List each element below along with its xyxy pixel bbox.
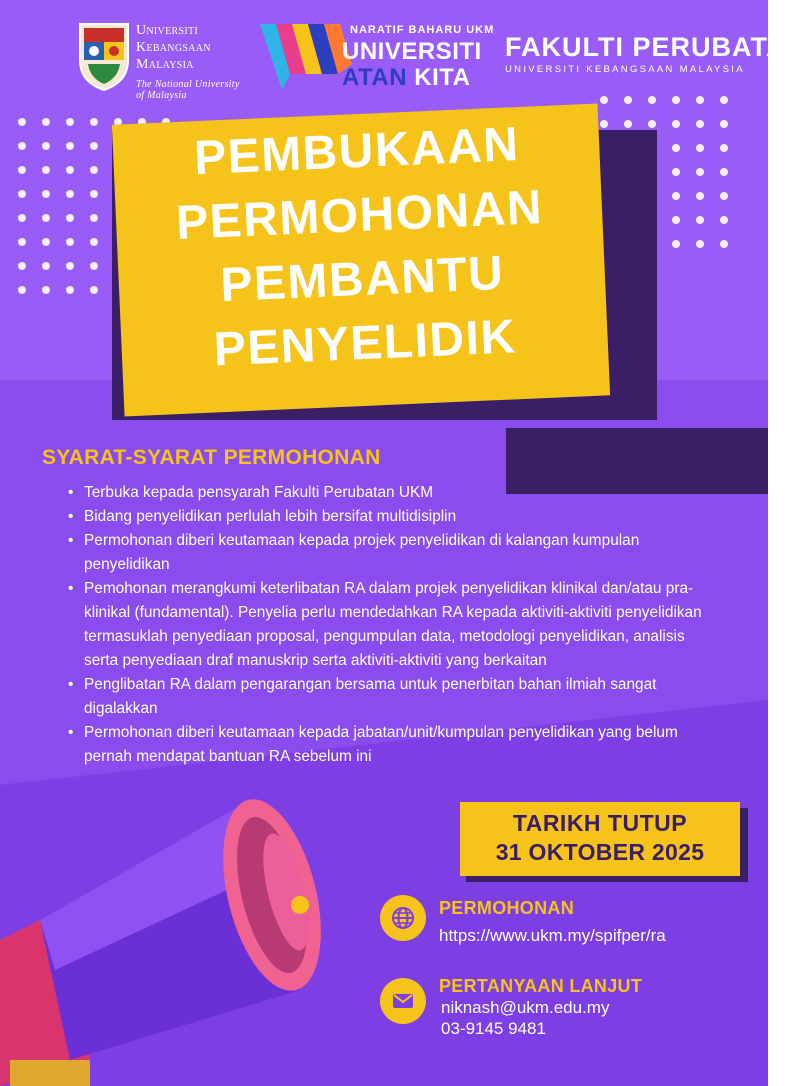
requirements-list (68, 481, 718, 769)
dot (18, 262, 26, 270)
list-item: • Bidang penyelidikan perlulah lebih bersifat multidisiplin (68, 505, 718, 529)
uwk-line-1: UNIVERSITI (342, 38, 482, 65)
dot (720, 96, 728, 104)
list-item: • Terbuka kepada pensyarah Fakulti Perubatan UKM (68, 481, 718, 505)
title-line-2: PERMOHONAN (175, 181, 545, 251)
w-mark-icon (260, 24, 352, 90)
dot (696, 240, 704, 248)
dot (648, 96, 656, 104)
dot (90, 190, 98, 198)
dot (18, 286, 26, 294)
ukm-logo (78, 18, 248, 101)
fp-name: FAKULTI PERUBATAN (505, 32, 807, 62)
dot (66, 166, 74, 174)
ukm-name (136, 22, 246, 101)
apply-link[interactable]: https://www.ukm.my/spifper/ra (439, 926, 666, 945)
dot (624, 120, 632, 128)
mail-icon (380, 978, 426, 1024)
dot (696, 120, 704, 128)
dot (648, 120, 656, 128)
mail-glyph (391, 989, 415, 1013)
dot (66, 238, 74, 246)
megaphone-icon (0, 760, 360, 1086)
uwk-line-2 (342, 64, 470, 92)
dot (66, 118, 74, 126)
ukm-crest-icon (78, 20, 130, 92)
dot (42, 166, 50, 174)
dot (90, 262, 98, 270)
dot (18, 142, 26, 150)
dot (18, 166, 26, 174)
dot (66, 286, 74, 294)
ukm-tagline: The National University of Malaysia (136, 79, 240, 101)
email-link[interactable]: niknash@ukm.edu.my (441, 998, 610, 1017)
dot (696, 192, 704, 200)
globe-icon (380, 895, 426, 941)
list-item: • Permohonan diberi keutamaan kepada projek penyelidikan di kalangan kumpulan penyelidikan (68, 529, 718, 577)
universiti-watan-kita-logo (260, 20, 495, 98)
inquiry-label: PERTANYAAN LANJUT (439, 976, 643, 996)
dot (672, 144, 680, 152)
ukm-name-line-1: Universiti (136, 23, 198, 38)
ukm-name-line-2: Kebangsaan (136, 40, 211, 55)
dot (696, 216, 704, 224)
dot (720, 216, 728, 224)
dot (42, 118, 50, 126)
main-title (113, 110, 610, 387)
dot (18, 190, 26, 198)
uwk-line-2b: KITA (414, 64, 471, 91)
dot (42, 214, 50, 222)
globe-glyph (391, 906, 415, 930)
dot (696, 168, 704, 176)
dot (672, 120, 680, 128)
deadline-date: 31 OKTOBER 2025 (495, 839, 705, 865)
dot (90, 118, 98, 126)
dot (672, 240, 680, 248)
title-line-4: PENYELIDIK (212, 310, 518, 377)
dot (90, 286, 98, 294)
dot (720, 240, 728, 248)
dot (90, 238, 98, 246)
dot (720, 120, 728, 128)
list-item: • Permohonan diberi keutamaan kepada jabatan/unit/kumpulan penyelidikan yang belum pernah mendapat bantuan RA sebelum ini (68, 721, 718, 769)
dot (672, 192, 680, 200)
dot (90, 214, 98, 222)
uwk-tagline: NARATIF BAHARU UKM (350, 24, 495, 36)
dot (66, 190, 74, 198)
list-item: • Penglibatan RA dalam pengarangan bersama untuk penerbitan bahan ilmiah sangat digalakkan (68, 673, 718, 721)
deadline-label: TARIKH TUTUP (512, 810, 688, 836)
dot (42, 238, 50, 246)
title-line-3: PEMBANTU (219, 246, 506, 313)
dot (696, 96, 704, 104)
dot (42, 142, 50, 150)
dot (42, 262, 50, 270)
dot (42, 190, 50, 198)
dot (18, 214, 26, 222)
dot (600, 96, 608, 104)
dot (672, 96, 680, 104)
phone-number[interactable]: 03-9145 9481 (441, 1019, 546, 1038)
dot (672, 216, 680, 224)
dot (600, 120, 608, 128)
dot (720, 168, 728, 176)
ukm-name-line-3: Malaysia (136, 57, 194, 72)
dot (90, 142, 98, 150)
dot (672, 168, 680, 176)
uwk-line-2a: ATAN (342, 64, 408, 91)
requirements-heading: SYARAT-SYARAT PERMOHONAN (42, 446, 381, 469)
apply-label: PERMOHONAN (439, 898, 575, 918)
dot (66, 142, 74, 150)
deadline-box (460, 802, 740, 876)
dot (720, 192, 728, 200)
dot (18, 118, 26, 126)
fakulti-perubatan-logo (505, 32, 807, 82)
dot (90, 166, 98, 174)
dot (18, 238, 26, 246)
dot (42, 286, 50, 294)
list-item: • Pemohonan merangkumi keterlibatan RA dalam projek penyelidikan klinikal dan/atau pra-klinikal (fundamental). Penyelia perlu mendedahkan RA kepada aktiviti-aktiviti penyelidikan termasuklah penyediaan proposal, pengumpulan data, metodologi penyelidikan, analisis serta penyediaan draf manuskrip serta aktiviti-aktiviti yang berkaitan (68, 577, 718, 673)
dot (696, 144, 704, 152)
title-line-1: PEMBUKAAN (193, 118, 521, 186)
dot (720, 144, 728, 152)
dot (66, 214, 74, 222)
dot (66, 262, 74, 270)
dot (624, 96, 632, 104)
fp-subtitle: UNIVERSITI KEBANGSAAN MALAYSIA (505, 64, 745, 75)
